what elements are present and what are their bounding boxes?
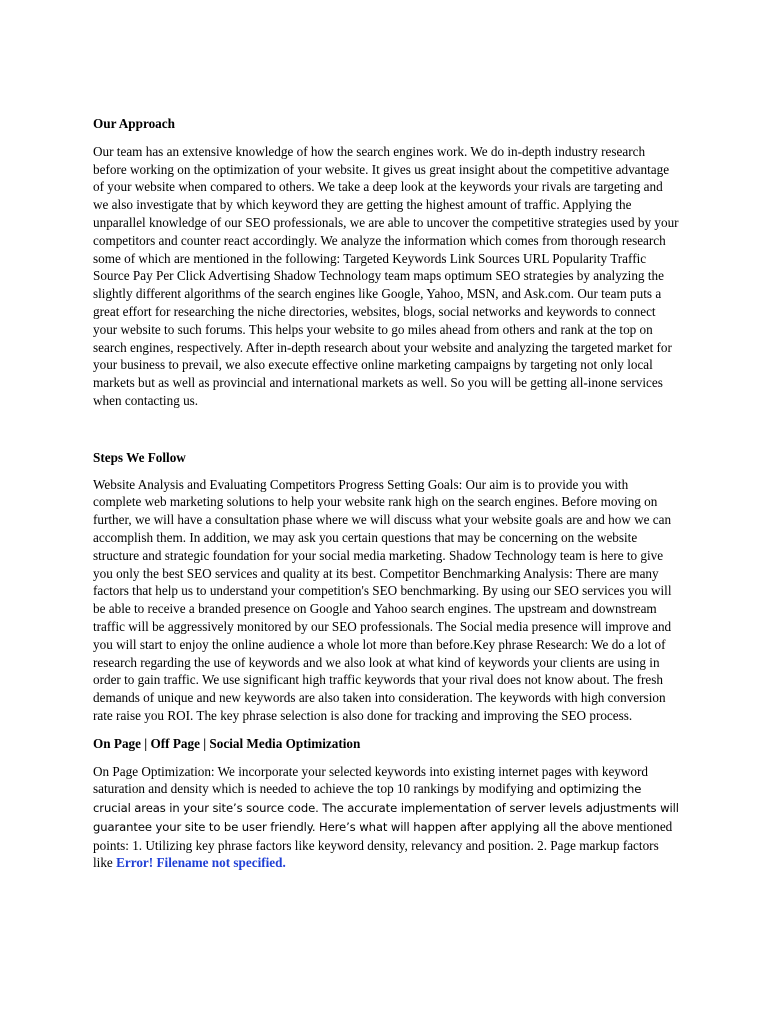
paragraph-on-page-optimization (93, 763, 679, 873)
paragraph-our-approach: Our team has an extensive knowledge of how the search engines work. We do in-depth industry research before working on the optimization of your website. It gives us great insight about the competitive advantage of your website when compared to others. We take a deep look at the keywords your rivals are targeting and we also investigate that by which keyword they are getting the highest amount of traffic. Applying the unparallel knowledge of our SEO professionals, we are able to uncover the competitive strategies used by your competitors and counter react accordingly. We analyze the information which comes from thorough research some of which are mentioned in the following: Targeted Keywords Link Sources URL Popularity Traffic Source Pay Per Click Advertising Shadow Technology team maps optimum SEO strategies by analyzing the slightly different algorithms of the search engines like Google, Yahoo, MSN, and Ask.com. Our team puts a great effort for researching the niche directories, websites, blogs, social networks and keywords to connect your website to such forums. This helps your website to go miles ahead from others and rank at the top on search engines, respectively. After in-depth research about your website and analyzing the targeted market for your business to prevail, we also execute effective online marketing campaigns by targeting not only local markets but as well as provincial and international markets as well. So you will be getting all-inone services when contacting us. (93, 143, 679, 408)
heading-steps-we-follow: Steps We Follow (93, 449, 186, 465)
paragraph-part-2: optimizing the crucial areas in your site’s source code. The accurate implementation of server levels adjustments will guarantee your site to be user friendly. Here’s what will happen after applying all the (93, 782, 679, 834)
heading-our-approach: Our Approach (93, 116, 175, 131)
paragraph-part-3: above mentioned points: 1. Utilizing key phrase factors like keyword density, relevancy and position. 2. Page markup factors like (93, 818, 673, 871)
heading-on-page-off-page: On Page | Off Page | Social Media Optimization (93, 735, 361, 751)
paragraph-steps-we-follow: Website Analysis and Evaluating Competitors Progress Setting Goals: Our aim is to provide you with complete web marketing solutions to help your website rank high on the search engines. Before moving on further, we will have a consultation phase where we will discuss what your website goals are and how we can accomplish them. In addition, we may ask you certain questions that may be concerning on the website structure and strategic foundation for your social media marketing. Shadow Technology team is here to give you only the best SEO services and quality at its best. Competitor Benchmarking Analysis: There are many factors that help us to understand your competition's SEO benchmarking. By using our SEO services you will be able to receive a branded presence on Google and Yahoo search engines. The upstream and downstream traffic will be aggressively monitored by our SEO professionals. The Social media presence will improve and you will start to enjoy the online audience a whole lot more than before.Key phrase Research: We do a lot of research regarding the use of keywords and we also look at what kind of keywords your clients are using in order to gain traffic. We use significant high traffic keywords that your rival does not know about. The fresh demands of unique and new keywords are also taken into consideration. The keywords with high conversion rate raise you ROI. The key phrase selection is also done for tracking and improving the SEO process. (93, 476, 672, 723)
paragraph-part-1: On Page Optimization: We incorporate your selected keywords into existing internet pages with keyword saturation and density which is needed to achieve the top 10 rankings by modifying and (93, 763, 648, 797)
document-page (93, 115, 679, 872)
error-filename-text: Error! Filename not specified. (116, 855, 286, 871)
